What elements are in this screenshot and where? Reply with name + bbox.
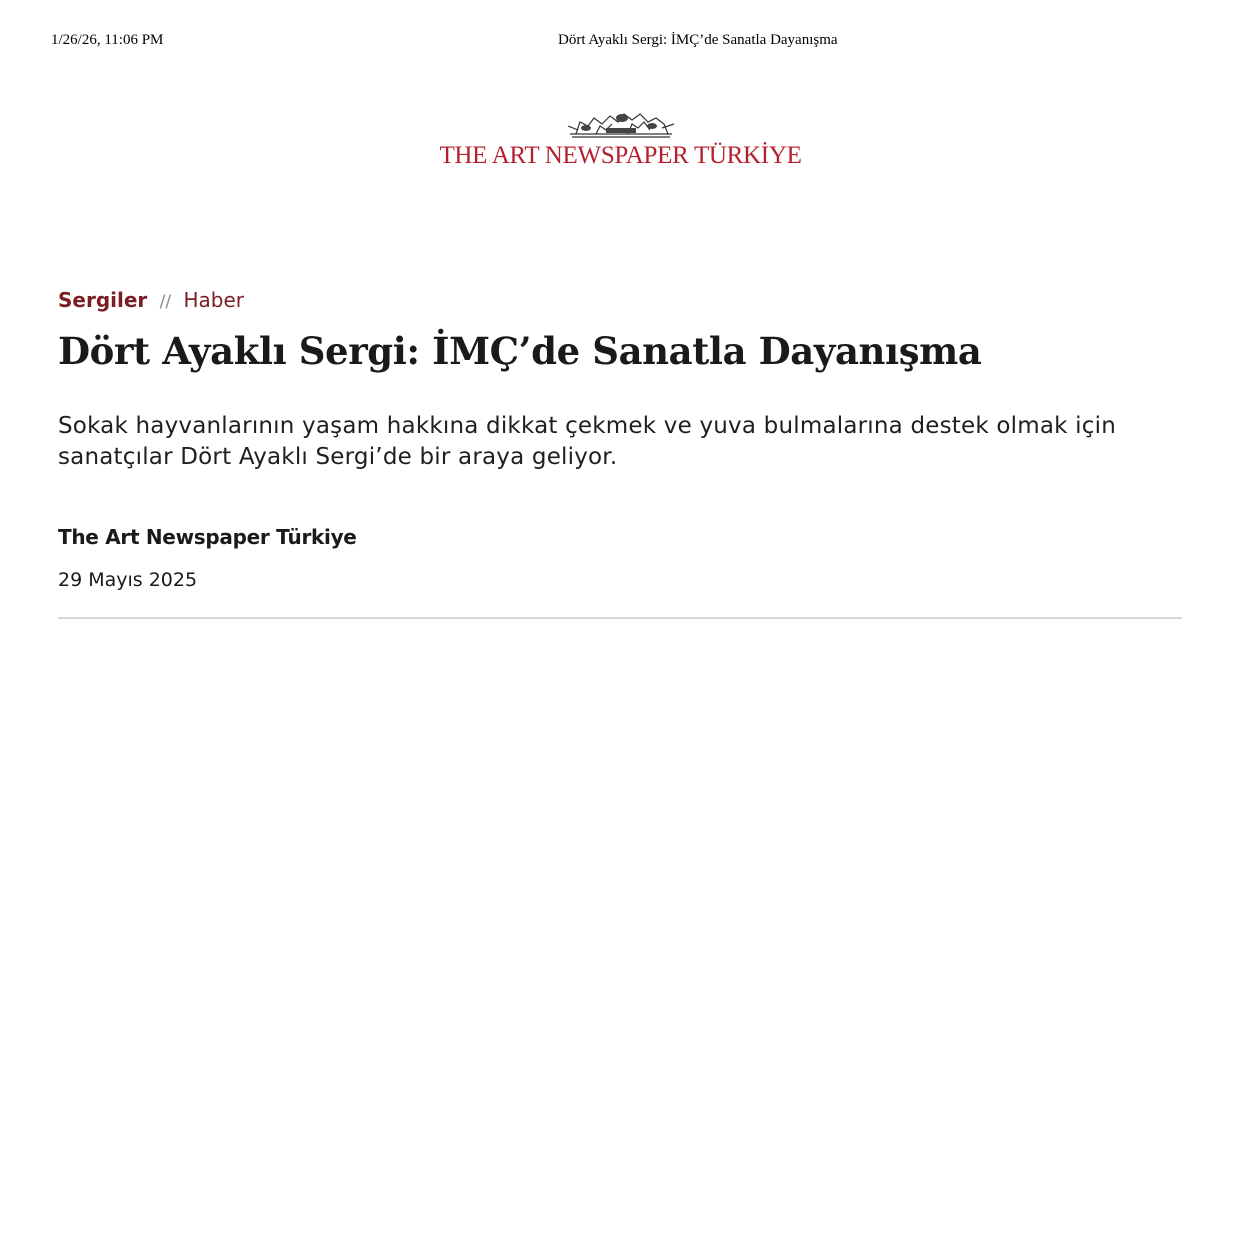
engraving-illustration-icon	[566, 108, 676, 140]
article-title: Dört Ayaklı Sergi: İMÇ’de Sanatla Dayanışma	[58, 329, 982, 373]
print-datetime: 1/26/26, 11:06 PM	[51, 32, 164, 48]
site-logo-wordmark: THE ART NEWSPAPER TÜRKİYE	[439, 142, 802, 169]
article-standfirst: Sokak hayvanlarının yaşam hakkına dikkat çekmek ve yuva bulmalarına destek olmak için sanatçılar Dört Ayaklı Sergi’de bir araya geliyor.	[58, 413, 1116, 470]
article-header	[58, 285, 1182, 619]
article-date: 29 Mayıs 2025	[58, 569, 198, 591]
section-link[interactable]: Sergiler	[58, 288, 148, 312]
print-header	[0, 32, 1241, 52]
divider	[58, 617, 1182, 619]
article-kicker	[58, 285, 1182, 315]
kicker-separator: //	[159, 292, 172, 312]
category-link[interactable]: Haber	[183, 288, 245, 312]
site-logo[interactable]	[0, 108, 1241, 170]
print-page-title: Dört Ayaklı Sergi: İMÇ’de Sanatla Dayanışma	[558, 32, 838, 48]
article-author: The Art Newspaper Türkiye	[58, 525, 357, 549]
